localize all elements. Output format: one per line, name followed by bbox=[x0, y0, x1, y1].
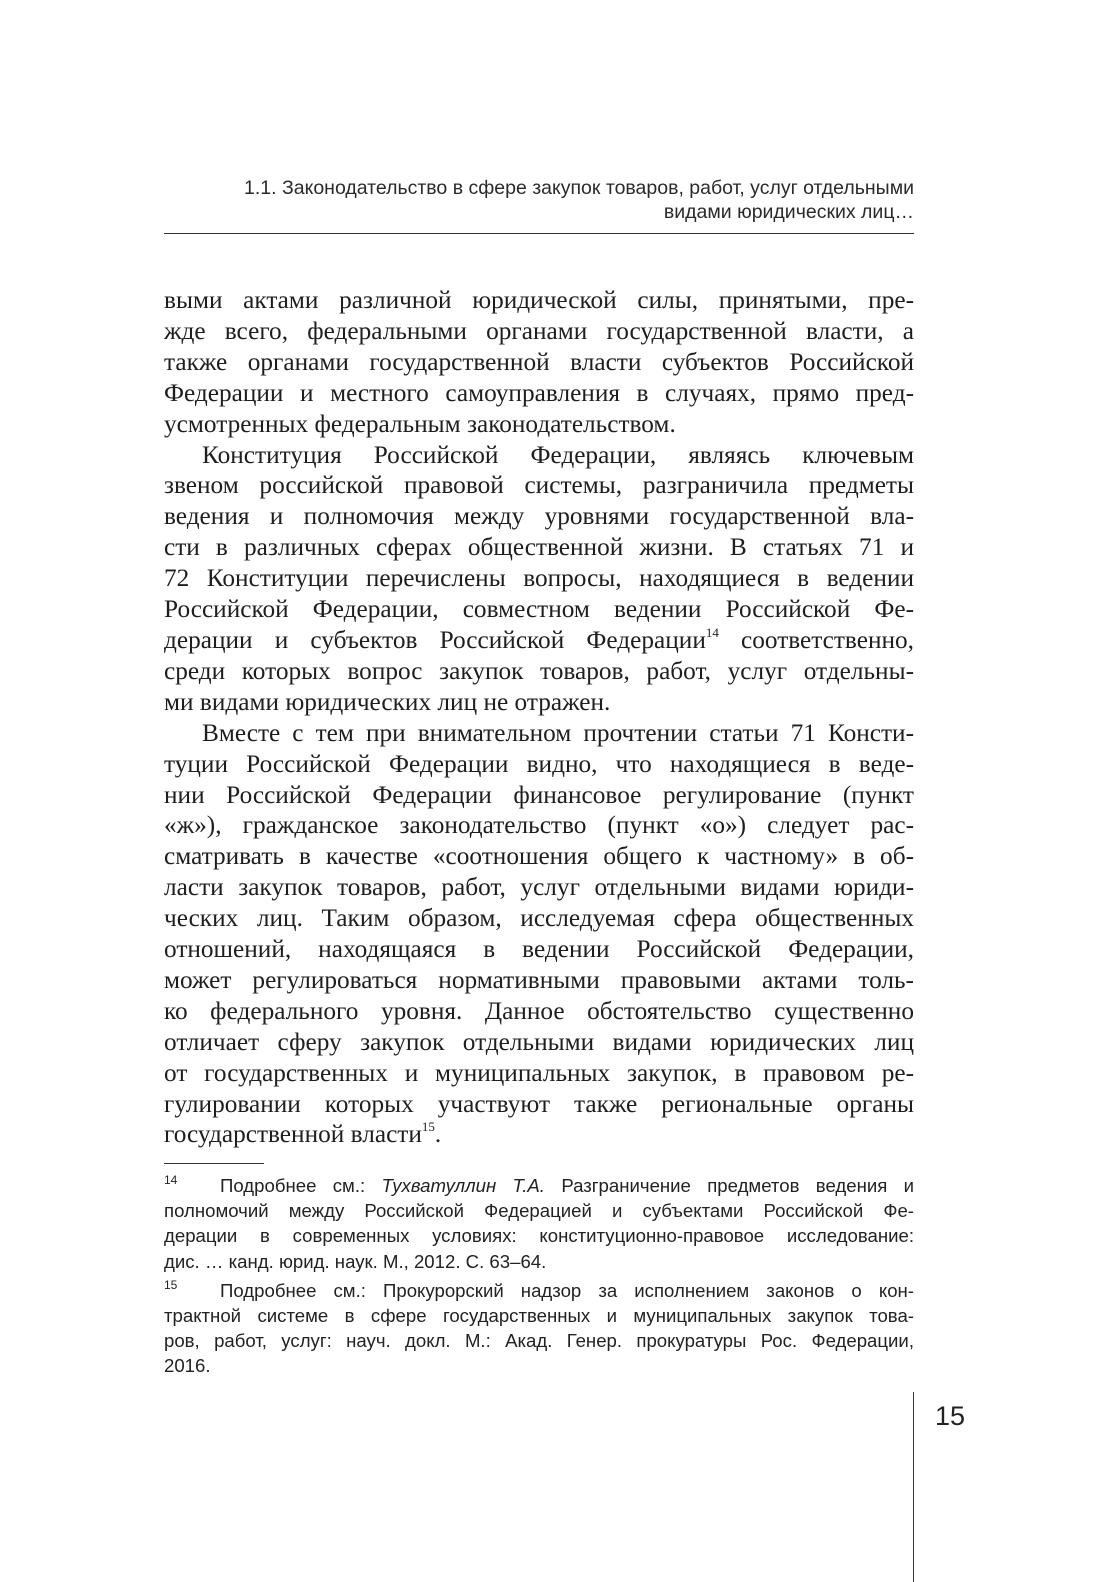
text-line: также органами государственной власти субъектов Российской bbox=[164, 347, 914, 376]
footnote-line: дерации в современных условиях: конституционно-правовое исследование: bbox=[164, 1225, 914, 1247]
footnote-line: дис. … канд. юрид. наук. М., 2012. С. 63–64. bbox=[164, 1250, 547, 1272]
text-line: нии Российской Федерации финансовое регулирование (пункт bbox=[164, 780, 914, 809]
text-line: ведения и полномочия между уровнями государственной вла- bbox=[164, 502, 914, 531]
text-line: ческих лиц. Таким образом, исследуемая сфера общественных bbox=[164, 904, 914, 933]
text-line: жде всего, федеральными органами государственной власти, а bbox=[164, 316, 914, 345]
footnote-line: $^{15}$ Подробнее см.: Прокурорский надзор за исполнением законов о кон- bbox=[164, 1277, 914, 1301]
footnote-line: 2016. bbox=[164, 1355, 211, 1377]
footnote-author: Тухватуллин Т.А. bbox=[381, 1175, 545, 1196]
text-segment: Подробнее см.: Прокурорский надзор за исполнением законов о кон- bbox=[220, 1279, 914, 1301]
paragraph bbox=[164, 440, 914, 718]
text-line: среди которых вопрос закупок товаров, работ, услуг отдельны- bbox=[164, 656, 914, 685]
running-head-line: 1.1. Законодательство в сфере закупок товаров, работ, услуг отдельными bbox=[244, 177, 914, 199]
text-segment: Подробнее см.: bbox=[220, 1175, 382, 1196]
text-line-with-footnote-ref bbox=[164, 1119, 914, 1150]
text-segment: государственной власти bbox=[164, 1120, 422, 1149]
text-line: Конституция Российской Федерации, являясь ключевым bbox=[202, 440, 914, 469]
text-line: от государственных и муниципальных закупок, в правовом ре- bbox=[164, 1058, 914, 1087]
text-line: Российской Федерации, совместном ведении Российской Фе- bbox=[164, 595, 914, 624]
text-line: 72 Конституции перечислены вопросы, находящиеся в ведении bbox=[164, 564, 914, 593]
text-line: ласти закупок товаров, работ, услуг отдельными видами юриди- bbox=[164, 873, 914, 902]
paragraph bbox=[164, 718, 914, 1151]
footnote-line: $^{14}$ Подробнее см.: Тухватуллин Т.А. Разграничение предметов ведения и bbox=[164, 1173, 915, 1196]
footnote-line: трактной системе в сфере государственных и муниципальных закупок това- bbox=[164, 1305, 914, 1327]
text-line: отличает сферу закупок отдельными видами юридических лиц bbox=[164, 1027, 914, 1056]
main-text bbox=[164, 285, 914, 1150]
text-line: Федерации и местного самоуправления в случаях, прямо пред- bbox=[164, 378, 914, 407]
text-segment: Разграничение предметов ведения и bbox=[544, 1175, 915, 1196]
running-head bbox=[164, 176, 914, 224]
footnotes bbox=[164, 1173, 914, 1379]
footnote-15 bbox=[164, 1278, 914, 1379]
paragraph bbox=[164, 285, 914, 440]
text-line: ко федерального уровня. Данное обстоятельство существенно bbox=[164, 996, 914, 1025]
text-line: усмотренных федеральным законодательством. bbox=[164, 409, 676, 438]
text-line: ми видами юридических лиц не отражен. bbox=[164, 687, 611, 716]
footnote-rule bbox=[164, 1163, 264, 1164]
text-line: сматривать в качестве «соотношения общего к частному» в об- bbox=[164, 842, 914, 871]
text-line: гулировании которых участвуют также региональные органы bbox=[164, 1089, 914, 1118]
page-number: 15 bbox=[935, 1401, 966, 1431]
text-line: выми актами различной юридической силы, принятыми, пре- bbox=[164, 286, 914, 314]
running-head-line: видами юридических лиц… bbox=[663, 201, 914, 223]
footnote-ref-15[interactable]: 15 bbox=[421, 1119, 435, 1135]
footnote-ref-14[interactable]: 14 bbox=[705, 624, 719, 640]
text-line: может регулироваться нормативными правовыми актами толь- bbox=[164, 965, 914, 994]
text-segment: соответственно, bbox=[741, 625, 914, 654]
footnote-line: полномочий между Российской Федерацией и субъектами Российской Фе- bbox=[164, 1200, 914, 1222]
footnote-14 bbox=[164, 1173, 914, 1274]
text-line: «ж»), гражданское законодательство (пункт «о») следует рас- bbox=[164, 811, 914, 840]
text-line: Вместе с тем при внимательном прочтении статьи 71 Консти- bbox=[202, 718, 914, 747]
text-line-with-footnote-ref bbox=[164, 625, 914, 656]
text-segment: . bbox=[434, 1120, 442, 1149]
text-line: отношений, находящаяся в ведении Российской Федерации, bbox=[164, 935, 914, 964]
header-rule bbox=[164, 233, 914, 234]
footnote-line: ров, работ, услуг: науч. докл. М.: Акад. Генер. прокуратуры Рос. Федерации, bbox=[164, 1330, 914, 1352]
text-segment: дерации и субъектов Российской Федерации bbox=[164, 625, 706, 654]
page-number-rule bbox=[913, 1392, 914, 1582]
text-line: сти в различных сферах общественной жизни. В статьях 71 и bbox=[164, 533, 914, 562]
text-line: туции Российской Федерации видно, что находящиеся в веде- bbox=[164, 749, 914, 778]
text-line: звеном российской правовой системы, разграничила предметы bbox=[164, 471, 914, 500]
